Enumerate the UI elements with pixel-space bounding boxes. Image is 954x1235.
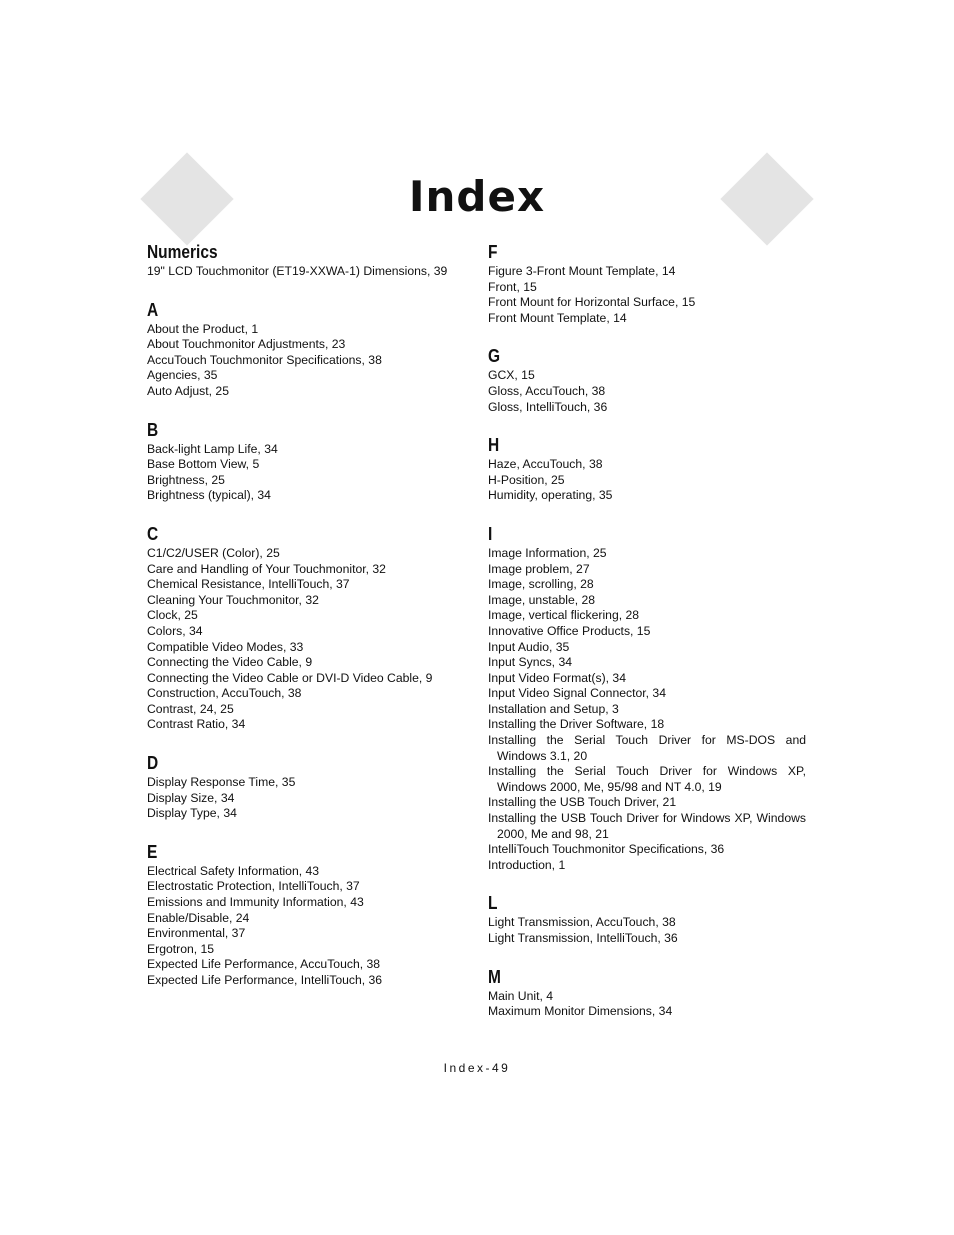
section-heading: I xyxy=(488,523,493,544)
index-entry: Auto Adjust, 25 xyxy=(147,383,229,398)
index-entry-list xyxy=(488,368,806,415)
index-entry: AccuTouch Touchmonitor Specifications, 38 xyxy=(147,352,382,367)
index-entry: Installing the USB Touch Driver for Windows XP, Windows 2000, Me and 98, 21 xyxy=(488,811,806,841)
index-entry-list xyxy=(488,915,806,946)
index-entry-list xyxy=(488,264,806,326)
index-column-right xyxy=(488,241,806,1039)
index-entry-list xyxy=(147,775,467,822)
index-entry: Light Transmission, IntelliTouch, 36 xyxy=(488,931,678,945)
index-entry: Image problem, 27 xyxy=(488,561,590,576)
index-entry-list xyxy=(147,264,467,280)
section-heading: D xyxy=(147,753,159,774)
index-entry: Installing the Driver Software, 18 xyxy=(488,717,665,732)
section-heading: B xyxy=(147,419,159,440)
index-entry: Light Transmission, AccuTouch, 38 xyxy=(488,915,676,930)
index-entry: Expected Life Performance, IntelliTouch, 36 xyxy=(147,973,383,987)
index-entry: Chemical Resistance, IntelliTouch, 37 xyxy=(147,577,350,592)
index-entry: Installation and Setup, 3 xyxy=(488,701,619,716)
index-entry: Figure 3-Front Mount Template, 14 xyxy=(488,264,676,278)
section-heading: F xyxy=(488,242,498,262)
index-entry: Front Mount Template, 14 xyxy=(488,310,627,325)
index-entry: Colors, 34 xyxy=(147,623,203,638)
index-entry-list xyxy=(147,864,467,989)
index-entry-list xyxy=(488,457,806,504)
index-entry: 19" LCD Touchmonitor (ET19-XXWA-1) Dimensions, 39 xyxy=(147,264,448,278)
index-entry: Introduction, 1 xyxy=(488,857,566,872)
index-section-a xyxy=(147,299,467,400)
index-entry: Base Bottom View, 5 xyxy=(147,457,260,472)
page-footer: Index-49 xyxy=(443,1061,511,1075)
index-section-f xyxy=(488,241,806,326)
index-entry: Cleaning Your Touchmonitor, 32 xyxy=(147,592,319,607)
section-heading: Numerics xyxy=(147,242,218,262)
index-entry: About the Product, 1 xyxy=(147,321,259,336)
section-heading: E xyxy=(147,841,158,862)
index-entry: Haze, AccuTouch, 38 xyxy=(488,457,603,472)
index-entry: Ergotron, 15 xyxy=(147,941,215,956)
index-entry: Compatible Video Modes, 33 xyxy=(147,639,304,654)
index-entry: Brightness (typical), 34 xyxy=(147,488,271,503)
index-section-d xyxy=(147,752,467,822)
index-entry: Installing the Serial Touch Driver for Windows XP, Windows 2000, Me, 95/98 and NT 4.0, 19 xyxy=(488,764,806,794)
index-entry: Innovative Office Products, 15 xyxy=(488,623,651,638)
index-entry: Gloss, IntelliTouch, 36 xyxy=(488,399,608,414)
index-entry: Connecting the Video Cable, 9 xyxy=(147,655,313,670)
index-entry: Image, scrolling, 28 xyxy=(488,577,594,592)
section-heading: A xyxy=(147,299,159,320)
index-section-b xyxy=(147,419,467,504)
index-section-numerics xyxy=(147,241,467,280)
index-entry: Electrical Safety Information, 43 xyxy=(147,863,320,878)
index-entry: Back-light Lamp Life, 34 xyxy=(147,441,278,456)
index-entry: Front, 15 xyxy=(488,279,537,294)
index-section-h xyxy=(488,434,806,504)
section-heading: M xyxy=(488,966,501,987)
section-heading: H xyxy=(488,435,500,456)
index-entry: Display Type, 34 xyxy=(147,806,237,821)
index-entry: Image, unstable, 28 xyxy=(488,592,596,607)
index-section-m xyxy=(488,966,806,1020)
index-entry: Connecting the Video Cable or DVI-D Video Cable, 9 xyxy=(147,670,433,685)
index-entry: Front Mount for Horizontal Surface, 15 xyxy=(488,295,696,310)
section-heading: L xyxy=(488,893,498,914)
index-entry: Maximum Monitor Dimensions, 34 xyxy=(488,1004,673,1019)
index-entry: Main Unit, 4 xyxy=(488,988,554,1003)
index-entry: Clock, 25 xyxy=(147,608,198,623)
index-entry: Brightness, 25 xyxy=(147,472,225,487)
index-entry: Image, vertical flickering, 28 xyxy=(488,608,640,623)
index-entry: GCX, 15 xyxy=(488,368,535,383)
index-entry: Input Audio, 35 xyxy=(488,639,570,654)
page-title: Index xyxy=(408,172,546,221)
index-entry: Installing the USB Touch Driver, 21 xyxy=(488,795,677,810)
index-entry: Display Size, 34 xyxy=(147,790,235,805)
index-entry-list xyxy=(147,442,467,504)
index-entry: Input Video Signal Connector, 34 xyxy=(488,686,666,701)
index-entry: Emissions and Immunity Information, 43 xyxy=(147,895,364,910)
index-entry: Installing the Serial Touch Driver for MS-DOS and Windows 3.1, 20 xyxy=(488,733,806,763)
index-entry-list xyxy=(147,322,467,400)
index-section-l xyxy=(488,892,806,946)
index-section-g xyxy=(488,345,806,415)
index-entry-list xyxy=(488,546,806,873)
section-heading: C xyxy=(147,523,159,544)
index-section-c xyxy=(147,523,467,733)
index-column-left xyxy=(147,241,467,1008)
index-entry: Image Information, 25 xyxy=(488,545,607,560)
index-entry: Humidity, operating, 35 xyxy=(488,488,613,503)
index-entry: Contrast Ratio, 34 xyxy=(147,717,246,732)
index-entry: IntelliTouch Touchmonitor Specifications, 36 xyxy=(488,842,725,857)
index-entry: About Touchmonitor Adjustments, 23 xyxy=(147,337,346,352)
index-entry: Care and Handling of Your Touchmonitor, 32 xyxy=(147,561,386,576)
index-entry: Agencies, 35 xyxy=(147,368,218,383)
index-entry: Expected Life Performance, AccuTouch, 38 xyxy=(147,957,381,972)
index-entry: Input Syncs, 34 xyxy=(488,655,573,670)
index-entry: Construction, AccuTouch, 38 xyxy=(147,686,302,701)
index-entry: H-Position, 25 xyxy=(488,472,565,487)
index-entry: Display Response Time, 35 xyxy=(147,775,296,790)
index-entry: Gloss, AccuTouch, 38 xyxy=(488,383,606,398)
index-entry-list xyxy=(147,546,467,733)
index-entry: Environmental, 37 xyxy=(147,926,246,941)
index-section-i xyxy=(488,523,806,873)
index-entry: Input Video Format(s), 34 xyxy=(488,670,626,685)
index-entry: Contrast, 24, 25 xyxy=(147,701,234,716)
section-heading: G xyxy=(488,346,501,367)
index-entry: C1/C2/USER (Color), 25 xyxy=(147,545,280,560)
index-entry-list xyxy=(488,989,806,1020)
index-entry: Electrostatic Protection, IntelliTouch, 37 xyxy=(147,879,360,894)
index-section-e xyxy=(147,841,467,989)
index-entry: Enable/Disable, 24 xyxy=(147,910,250,925)
